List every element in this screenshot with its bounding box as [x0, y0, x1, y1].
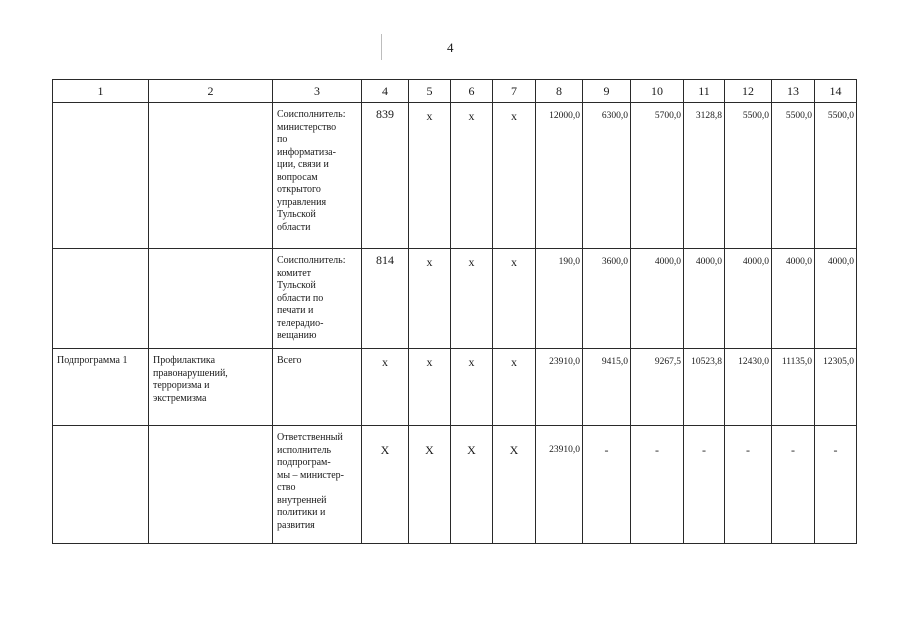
column-number: 4: [362, 80, 409, 103]
column-number: 7: [493, 80, 536, 103]
program-cell: [53, 426, 149, 544]
amount-cell: -: [725, 426, 772, 544]
column-number-header-row: [53, 80, 857, 103]
program-name-cell: [149, 426, 273, 544]
column-number: 10: [631, 80, 684, 103]
amount-cell: 5500,0: [815, 103, 857, 249]
column-number: 9: [583, 80, 631, 103]
column-number: 8: [536, 80, 583, 103]
column-number: 14: [815, 80, 857, 103]
mark-cell: х: [451, 349, 493, 426]
mark-cell: х: [493, 103, 536, 249]
budget-table: [52, 79, 857, 544]
amount-cell: 12305,0: [815, 349, 857, 426]
table-row: [53, 426, 857, 544]
amount-cell: 12430,0: [725, 349, 772, 426]
mark-cell: Х: [409, 426, 451, 544]
mark-cell: х: [493, 249, 536, 349]
table-row: [53, 249, 857, 349]
amount-cell: -: [772, 426, 815, 544]
scan-artifact-line: [381, 34, 382, 60]
amount-cell: 23910,0: [536, 349, 583, 426]
amount-cell: 4000,0: [725, 249, 772, 349]
amount-cell: -: [583, 426, 631, 544]
executor-cell: Ответственный исполнитель подпрограм- мы – министер- ство внутренней политики и развития: [273, 426, 362, 544]
mark-cell: х: [451, 249, 493, 349]
program-name-cell: Профилактика правонарушений, терроризма и экстремизма: [149, 349, 273, 426]
table-row: [53, 103, 857, 249]
program-cell: [53, 103, 149, 249]
amount-cell: 3600,0: [583, 249, 631, 349]
amount-cell: 11135,0: [772, 349, 815, 426]
amount-cell: 4000,0: [772, 249, 815, 349]
column-number: 1: [53, 80, 149, 103]
code-cell: 814: [362, 249, 409, 349]
amount-cell: 5700,0: [631, 103, 684, 249]
amount-cell: -: [684, 426, 725, 544]
mark-cell: Х: [451, 426, 493, 544]
amount-cell: 5500,0: [725, 103, 772, 249]
amount-cell: 9415,0: [583, 349, 631, 426]
code-cell: х: [362, 349, 409, 426]
mark-cell: х: [409, 349, 451, 426]
mark-cell: Х: [493, 426, 536, 544]
amount-cell: 9267,5: [631, 349, 684, 426]
program-cell: [53, 249, 149, 349]
amount-cell: 4000,0: [684, 249, 725, 349]
column-number: 6: [451, 80, 493, 103]
program-name-cell: [149, 249, 273, 349]
amount-cell: 4000,0: [815, 249, 857, 349]
column-number: 12: [725, 80, 772, 103]
column-number: 3: [273, 80, 362, 103]
amount-cell: 12000,0: [536, 103, 583, 249]
amount-cell: 5500,0: [772, 103, 815, 249]
mark-cell: х: [409, 249, 451, 349]
executor-cell: Всего: [273, 349, 362, 426]
program-cell: Подпрограмма 1: [53, 349, 149, 426]
page-number: 4: [447, 40, 454, 55]
column-number: 2: [149, 80, 273, 103]
column-number: 11: [684, 80, 725, 103]
mark-cell: х: [409, 103, 451, 249]
amount-cell: 10523,8: [684, 349, 725, 426]
code-cell: Х: [362, 426, 409, 544]
table-row: [53, 349, 857, 426]
amount-cell: -: [815, 426, 857, 544]
amount-cell: 3128,8: [684, 103, 725, 249]
amount-cell: 6300,0: [583, 103, 631, 249]
mark-cell: х: [493, 349, 536, 426]
amount-cell: 4000,0: [631, 249, 684, 349]
column-number: 13: [772, 80, 815, 103]
executor-cell: Соисполнитель: комитет Тульской области по печати и телерадио- вещанию: [273, 249, 362, 349]
amount-cell: 190,0: [536, 249, 583, 349]
code-cell: 839: [362, 103, 409, 249]
column-number: 5: [409, 80, 451, 103]
mark-cell: х: [451, 103, 493, 249]
executor-cell: Соисполнитель: министерство по информатиза- ции, связи и вопросам открытого управления Тульской области: [273, 103, 362, 249]
program-name-cell: [149, 103, 273, 249]
amount-cell: 23910,0: [536, 426, 583, 544]
amount-cell: -: [631, 426, 684, 544]
